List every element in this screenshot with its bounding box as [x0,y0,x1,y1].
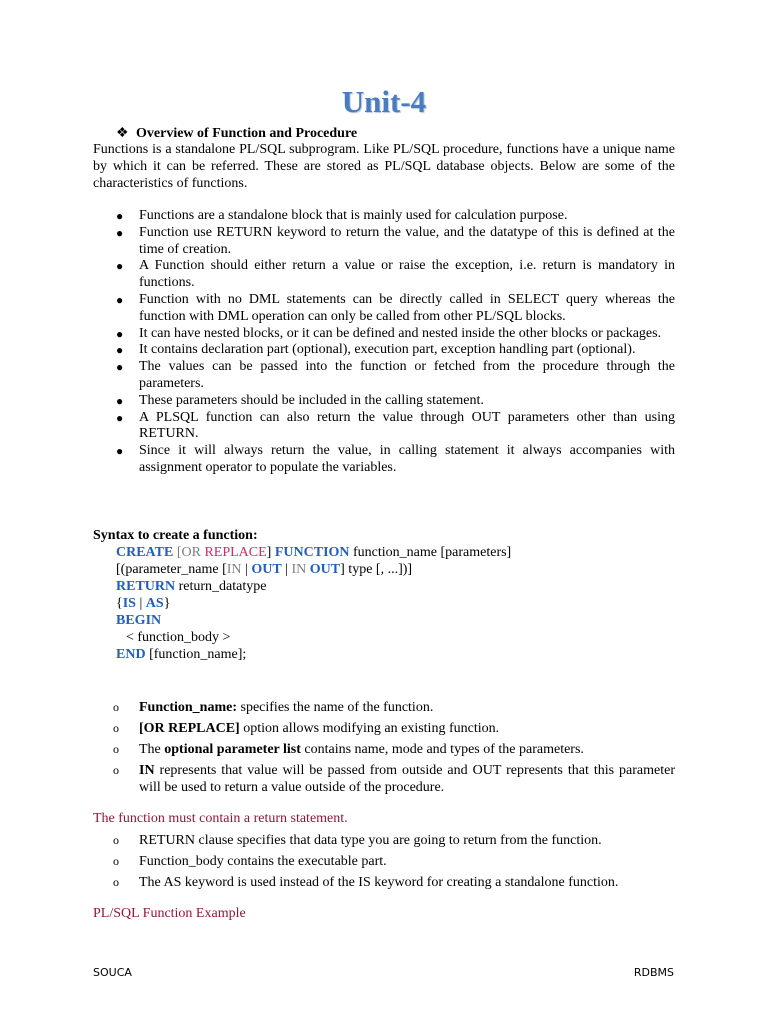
list-item: ● It contains declaration part (optional), execution part, exception handling part (optional). [116,342,636,358]
syntax-line-7: END [function_name]; [116,647,247,662]
bullet-icon: ● [116,444,124,459]
list-item: o Function_body contains the executable part. [113,854,387,869]
circle-bullet-icon: o [113,700,119,714]
list-item: ● It can have nested blocks, or it can be defined and nested inside the other blocks or packages. [116,325,662,341]
syntax-line-5: BEGIN [116,613,162,628]
list-item: ● Functions are a standalone block that is mainly used for calculation purpose. [116,208,568,223]
list-item: ● These parameters should be included in the calling statement. [116,392,484,408]
example-heading: PL/SQL Function Example [93,906,246,921]
bullet-icon: ● [116,410,124,425]
characteristics-list [108,208,675,477]
syntax-line-6: < function_body > [126,630,231,645]
list-item: ● Function with no DML statements can be directly called in SELECT query whereas the function with DML operation can only be called from other PL/SQL blocks. [116,291,675,324]
overview-heading [116,125,357,142]
bullet-icon: ● [116,225,124,240]
return-note: The function must contain a return statement. [93,811,348,826]
syntax-line-4: {IS | AS} [116,596,171,611]
list-item: o [OR REPLACE] option allows modifying an existing function. [113,721,500,736]
syntax-code-block [116,544,511,663]
bullet-icon: ● [116,343,124,358]
intro-paragraph: Functions is a standalone PL/SQL subprogram. Like PL/SQL procedure, functions have a unique name by which it can be referred. These are stored as PL/SQL database objects. Below are some of the characteristics of functions. [93,142,675,191]
list-item: ● The values can be passed into the function or fetched from the procedure through the parameters. [116,359,675,391]
syntax-explanation-list [113,699,675,800]
list-item: ● A Function should either return a value or raise the exception, i.e. return is mandatory in functions. [116,258,675,291]
syntax-line-2: [(parameter_name [IN | OUT | IN OUT] type [, ...])] [116,562,413,577]
list-item: o Function_name: specifies the name of the function. [113,700,434,715]
bullet-icon: ● [116,292,124,307]
function-parts-list [113,832,675,895]
page-title: Unit-4 [341,84,427,119]
circle-bullet-icon: o [113,854,119,868]
circle-bullet-icon: o [113,763,119,777]
list-item: ● A PLSQL function can also return the value through OUT parameters other than using RETURN. [116,409,675,442]
footer-right: RDBMS [633,966,674,979]
circle-bullet-icon: o [113,833,119,847]
circle-bullet-icon: o [113,742,119,756]
list-item: ● Function use RETURN keyword to return the value, and the datatype of this is defined at the time of creation. [116,224,675,257]
syntax-line-1: CREATE [OR REPLACE] FUNCTION function_name [parameters] [116,545,512,560]
circle-bullet-icon: o [113,721,119,735]
circle-bullet-icon: o [113,875,119,889]
list-item: o IN represents that value will be passed from outside and OUT represents that this parameter will be used to return a value outside of the procedure. [113,763,675,795]
bullet-icon: ● [116,259,124,274]
list-item: o The AS keyword is used instead of the IS keyword for creating a standalone function. [113,875,619,890]
diamond-bullet-icon: ❖ [116,126,129,141]
syntax-line-3: RETURN return_datatype [116,579,267,594]
bullet-icon: ● [116,393,124,408]
bullet-icon: ● [116,360,124,375]
bullet-icon: ● [116,326,124,341]
footer-left: SOUCA [93,966,132,979]
bullet-icon: ● [116,209,124,223]
overview-heading-text: Overview of Function and Procedure [136,126,358,141]
list-item: ● Since it will always return the value, in calling statement it always accompanies with assignment operator to populate the variables. [116,443,675,475]
syntax-heading: Syntax to create a function: [93,528,258,543]
list-item: o The optional parameter list contains name, mode and types of the parameters. [113,742,584,757]
list-item: o RETURN clause specifies that data type you are going to return from the function. [113,833,602,848]
